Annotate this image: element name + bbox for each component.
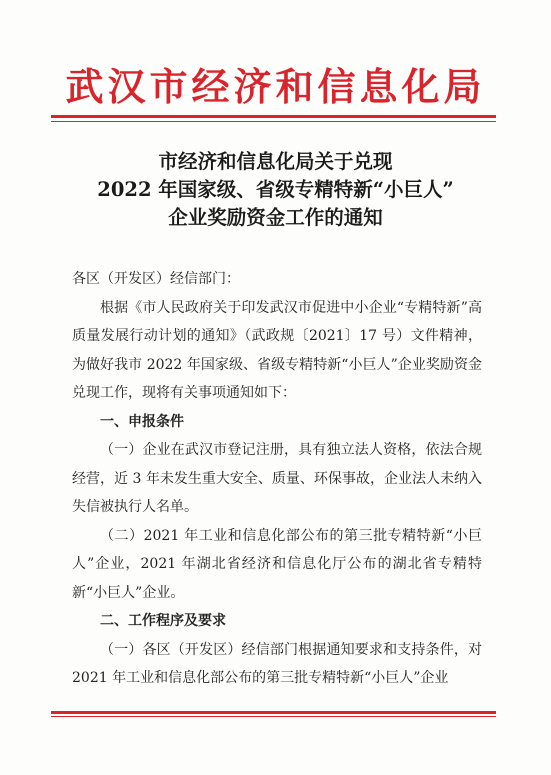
section-1-item-2: （二）2021 年工业和信息化部公布的第三批专精特新“小巨人”企业，2021 年湖北省经济和信息化厅公布的湖北省专精特新“小巨人”企业。 [72,527,482,601]
letterhead-rule-thin [51,121,496,122]
agency-letterhead: 武汉市经济和信息化局 [65,64,486,109]
section-1-heading: 一、申报条件 [100,413,184,430]
notice-title-line-1: 市经济和信息化局关于兑现 [158,150,393,173]
intro-paragraph: 根据《市人民政府关于印发武汉市促进中小企业“专精特新”高质量发展行动计划的通知》（武政规〔2021〕17 号）文件精神，为做好我市 2022 年国家级、省级专精特新“小巨人”企业奖励资金兑现工作，现将有关事项通知如下： [72,299,482,401]
letterhead-rule-thick [51,115,496,118]
notice-body [72,265,482,693]
section-2-item-1: （一）各区（开发区）经信部门根据通知要求和支持条件，对 2021 年工业和信息化部公布的第三批专精特新“小巨人”企业 [72,641,482,686]
section-1-item-1: （一）企业在武汉市登记注册，具有独立法人资格，依法合规经营，近 3 年未发生重大安全、质量、环保事故，企业法人未纳入失信被执行人名单。 [72,442,482,515]
section-2-heading: 二、工作程序及要求 [100,613,226,629]
notice-title [0,148,551,232]
salutation: 各区（开发区）经信部门： [72,271,240,287]
footer-rule-thick [51,711,496,714]
notice-title-line-2: 2022 年国家级、省级专精特新“小巨人” [97,178,454,201]
notice-title-line-3: 企业奖励资金工作的通知 [168,206,383,229]
footer-rule-thin [51,716,496,717]
